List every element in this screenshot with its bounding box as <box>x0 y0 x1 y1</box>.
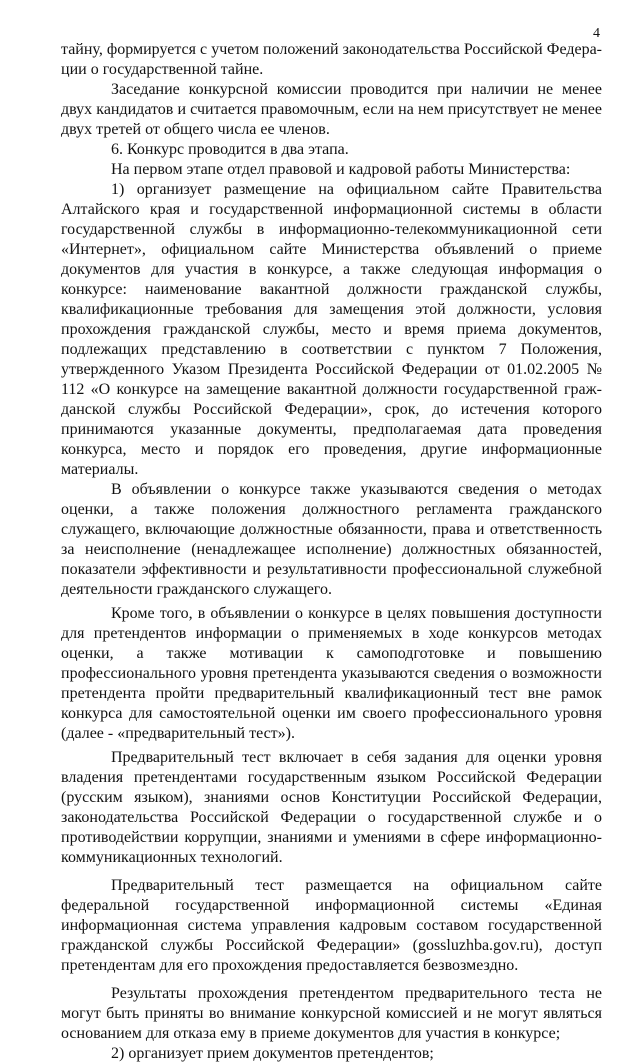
paragraph-preliminary-test-info: Кроме того, в объявлении о конкурсе в целях повышения доступности для претендентов информации о применяемых в ходе конкурсов методах оценки, а также мотивации к самоподготовке и повышению профессионального уровня претендента указываются сведения о возможности претендента пройти предварительный квалификационный тест вне рамок конкурса для самостоятельной оценки им своего профессионального уровня (далее - «предварительный тест»). <box>61 605 602 742</box>
paragraph-evaluation-methods: В объявлении о конкурсе также указываются сведения о методах оценки, а также положения должностного регламента гражданского служащего, включающие должностные обязанности, права и ответственность за неисполнение (ненадлежащее исполнение) должностных обязанностей, показатели эффективности и результативности профессиональной служебной деятельности гражданского служащего. <box>61 481 602 598</box>
paragraph-preliminary-test-site: Предварительный тест размещается на официальном сайте федеральной государственной информационной системы «Единая информационная система управления кадровым составом государственной гражданской службы Российской Федерации» (gossluzhba.gov.ru), доступ претендентам для его прохождения предоставляется безвозмездно. <box>61 877 602 974</box>
paragraph-test-results: Результаты прохождения претендентом предварительного теста не могут быть приняты во внимание конкурсной комиссией и не могут являться основанием для отказа ему в приеме документов для участия в конкурсе; <box>61 985 602 1042</box>
paragraph-item-1-publication: 1) организует размещение на официальном сайте Правительства Алтайского края и государственной информационной системы в области государственной службы в информационно-телекоммуникационной сети «Интернет», официальном сайте Министерства объявлений о приеме документов для участия в конкурсе, а также следующая информация о конкурсе: наименование вакантной должности гражданской службы, квалификационные требования для замещения этой должности, условия прохождения гражданской службы, место и время приема документов, подлежащих представлению в соответствии с пунктом 7 Положения, утвержденного Указом Президента Российской Федерации от 01.02.2005 № 112 «О конкурсе на замещение вакантной должности государственной гражданской службы Российской Федерации», срок, до истечения которого принимаются указанные документы, предполагаемая дата проведения конкурса, место и порядок его проведения, другие информационные материалы. <box>61 181 602 478</box>
page-number: 4 <box>593 26 600 41</box>
paragraph-preliminary-test-content: Предварительный тест включает в себя задания для оценки уровня владения претендентами государственным языком Российской Федерации (русским языком), знаниями основ Конституции Российской Федерации, законодательства Российской Федерации о государственной службе и о противодействии коррупции, знаниями и умениями в сфере информационно-коммуникационных технологий. <box>61 749 602 866</box>
paragraph-commission-quorum: Заседание конкурсной комиссии проводится при наличии не менее двух кандидатов и считается правомочным, если на нем присутствует не менее двух третей от общего числа ее членов. <box>61 81 602 138</box>
paragraph-state-secret: тайну, формируется с учетом положений законодательства Российской Федерации о государственной тайне. <box>61 41 602 78</box>
paragraph-first-stage-intro: На первом этапе отдел правовой и кадровой работы Министерства: <box>111 161 571 178</box>
paragraph-two-stages: 6. Конкурс проводится в два этапа. <box>111 141 349 158</box>
document-body <box>61 40 602 1064</box>
paragraph-item-2-documents: 2) организует прием документов претендентов; <box>111 1045 434 1062</box>
